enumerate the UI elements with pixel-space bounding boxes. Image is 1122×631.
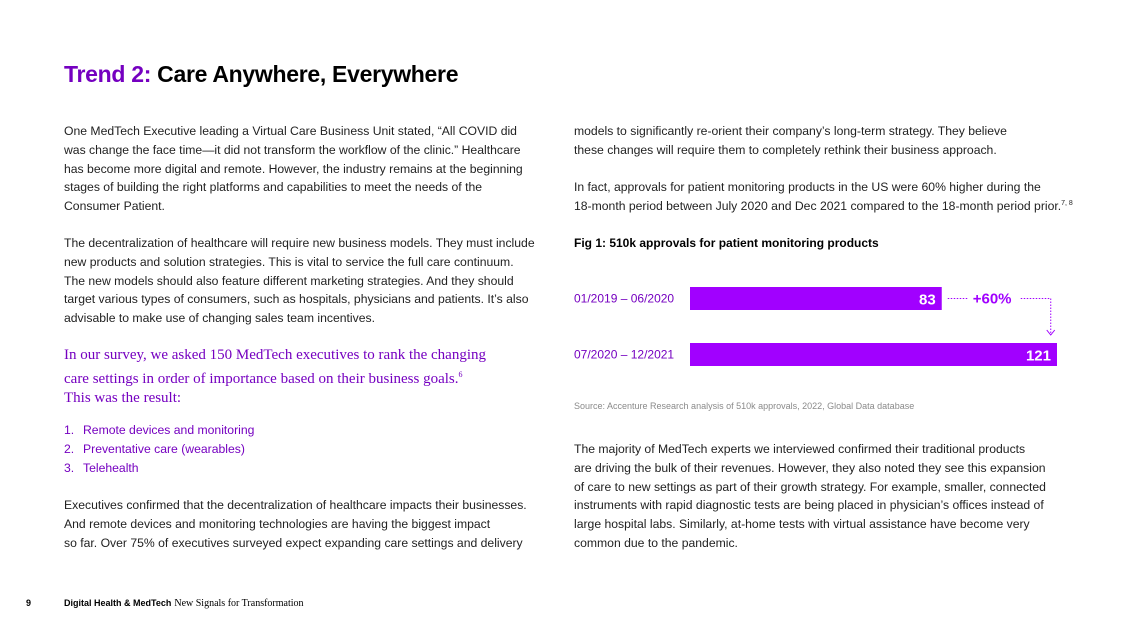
bar-value-label: 121 <box>1025 347 1051 365</box>
text-line: Consumer Patient. <box>64 199 165 214</box>
connector-line <box>1021 299 1051 334</box>
title-main: Care Anywhere, Everywhere <box>157 61 459 87</box>
text-line: The new models should also feature different marketing strategies. And they should <box>64 273 514 288</box>
footnote-ref: 7, 8 <box>1061 199 1073 207</box>
text-line: models to significantly re-orient their company’s long-term strategy. They believe <box>574 124 1007 138</box>
text-line: are driving the bulk of their revenues. However, they also noted they see this expansion <box>574 460 1046 475</box>
list-item <box>64 440 254 459</box>
text-line: stages of building the right platforms and capabilities to meet the needs of the <box>64 180 483 195</box>
right-paragraph-2 <box>574 178 1073 216</box>
text-line <box>574 197 1073 216</box>
text-line: The majority of MedTech experts we interviewed confirmed their traditional products <box>574 442 1026 456</box>
bar <box>690 343 1057 366</box>
growth-annotation: +60% <box>972 290 1012 308</box>
left-paragraph-3 <box>64 496 527 552</box>
page-footer <box>26 598 304 609</box>
page-title <box>64 61 458 88</box>
text-line: large hospital labs. Similarly, at-home tests with virtual assistance have become very <box>574 517 1030 532</box>
text-line: Executives confirmed that the decentralization of healthcare impacts their businesses. <box>64 498 527 512</box>
survey-callout <box>64 346 486 408</box>
text-span: 18-month period between July 2020 and Dec 2021 compared to the 18-month period prior. <box>574 198 1062 213</box>
ranking-list <box>64 421 254 478</box>
list-item <box>64 459 254 478</box>
left-paragraph-1 <box>64 122 523 216</box>
figure-title: Fig 1: 510k approvals for patient monitoring products <box>574 236 879 250</box>
callout-line: In our survey, we asked 150 MedTech executives to rank the changing <box>64 347 487 363</box>
text-line: One MedTech Executive leading a Virtual Care Business Unit stated, “All COVID did <box>64 124 517 138</box>
list-label: Telehealth <box>83 461 139 475</box>
list-number: 1. <box>64 423 75 437</box>
list-number: 3. <box>64 461 75 475</box>
text-line: has become more digital and remote. However, the industry remains at the beginning <box>64 161 523 176</box>
callout-text: care settings in order of importance based on their business goals. <box>64 371 459 387</box>
bar <box>690 287 942 310</box>
list-number: 2. <box>64 442 75 456</box>
text-line: so far. Over 75% of executives surveyed expect expanding care settings and delivery <box>64 535 523 550</box>
list-label: Remote devices and monitoring <box>83 423 255 437</box>
right-paragraph-3 <box>574 440 1046 553</box>
text-line: was change the face time—it did not transform the workflow of the clinic.” Healthcare <box>64 142 521 157</box>
page-number: 9 <box>26 598 32 608</box>
figure-source: Source: Accenture Research analysis of 510k approvals, 2022, Global Data database <box>574 401 915 411</box>
bar-value-label: 83 <box>919 291 936 309</box>
footnote-ref: 6 <box>458 370 463 379</box>
callout-line: This was the result: <box>64 390 182 406</box>
footer-subtitle: New Signals for Transformation <box>174 598 304 609</box>
text-line: new products and solution strategies. This is vital to service the full care continuum. <box>64 254 514 269</box>
text-line: advisable to make use of changing sales team incentives. <box>64 311 375 326</box>
text-line: The decentralization of healthcare will require new business models. They must include <box>64 236 535 250</box>
text-line: In fact, approvals for patient monitoring products in the US were 60% higher during the <box>574 180 1041 194</box>
text-line: target various types of consumers, such as hospitals, physicians and patients. It’s also <box>64 292 529 307</box>
text-line: these changes will require them to completely rethink their business approach. <box>574 142 997 157</box>
left-paragraph-2 <box>64 234 535 328</box>
list-label: Preventative care (wearables) <box>83 442 245 456</box>
footer-brand: Digital Health & MedTech <box>64 598 172 608</box>
text-line: of care to new settings as part of their growth strategy. For example, smaller, connected <box>574 479 1046 494</box>
category-label: 01/2019 – 06/2020 <box>574 291 675 306</box>
right-paragraph-1 <box>574 122 1007 160</box>
category-label: 07/2020 – 12/2021 <box>574 347 675 362</box>
title-accent: Trend 2: <box>64 61 152 87</box>
list-item <box>64 421 254 440</box>
approvals-bar-chart <box>560 275 1070 375</box>
text-line: And remote devices and monitoring technologies are having the biggest impact <box>64 516 491 531</box>
callout-line <box>64 365 486 389</box>
text-line: instruments with rapid diagnostic tests are being placed in physician’s offices instead of <box>574 498 1044 513</box>
text-line: common due to the pandemic. <box>574 535 738 550</box>
